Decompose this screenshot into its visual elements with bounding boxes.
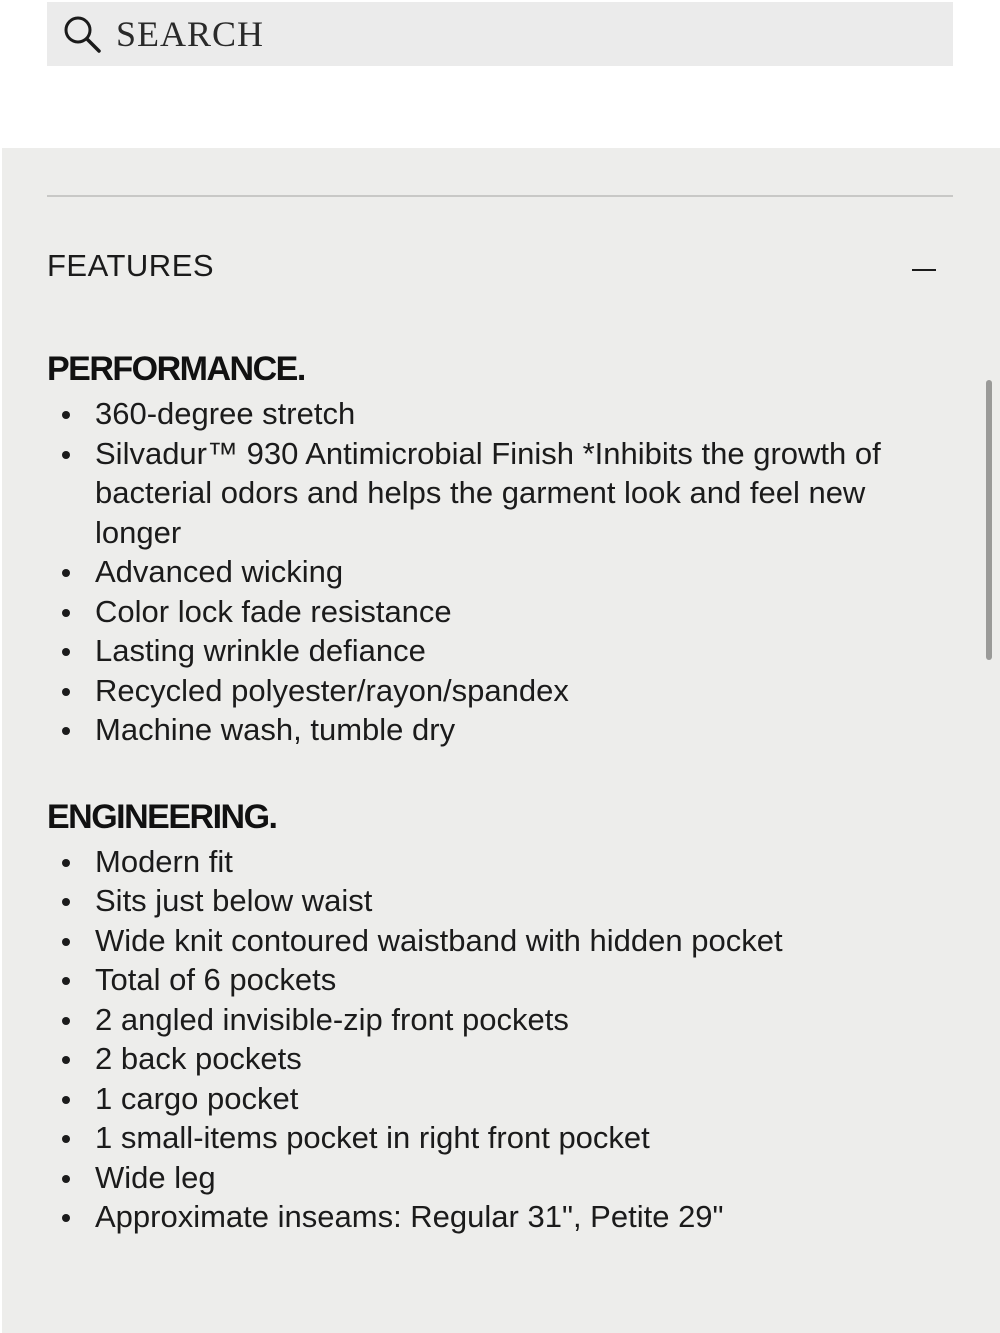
list-item: 360-degree stretch bbox=[47, 394, 947, 434]
list-item: Color lock fade resistance bbox=[47, 592, 947, 632]
list-item: Modern fit bbox=[47, 842, 947, 882]
list-item: Sits just below waist bbox=[47, 881, 947, 921]
scrollbar-thumb[interactable] bbox=[986, 380, 992, 660]
scrollbar[interactable] bbox=[986, 380, 992, 660]
list-item: 2 angled invisible-zip front pockets bbox=[47, 1000, 947, 1040]
search-icon[interactable] bbox=[61, 13, 103, 55]
section-heading-engineering: ENGINEERING. bbox=[47, 797, 277, 836]
list-item: Recycled polyester/rayon/spandex bbox=[47, 671, 947, 711]
list-item: 1 cargo pocket bbox=[47, 1079, 947, 1119]
section-heading-performance: PERFORMANCE. bbox=[47, 350, 305, 388]
list-item: 1 small-items pocket in right front pocket bbox=[47, 1118, 947, 1158]
list-item: Total of 6 pockets bbox=[47, 960, 947, 1000]
search-bar[interactable] bbox=[47, 2, 953, 66]
search-input[interactable] bbox=[116, 9, 876, 59]
collapse-minus-icon[interactable] bbox=[911, 257, 937, 283]
product-details-panel bbox=[2, 148, 1000, 1333]
list-item: Approximate inseams: Regular 31", Petite 29" bbox=[47, 1197, 947, 1237]
accordion-title: FEATURES bbox=[47, 248, 215, 283]
divider bbox=[47, 195, 953, 197]
list-item: 2 back pockets bbox=[47, 1039, 947, 1079]
performance-list bbox=[47, 394, 947, 750]
engineering-list bbox=[47, 842, 947, 1237]
list-item: Wide knit contoured waistband with hidden pocket bbox=[47, 921, 947, 961]
list-item: Wide leg bbox=[47, 1158, 947, 1198]
list-item: Advanced wicking bbox=[47, 552, 947, 592]
features-content bbox=[47, 344, 947, 1237]
list-item: Silvadur™ 930 Antimicrobial Finish *Inhibits the growth of bacterial odors and helps the garment look and feel new longer bbox=[47, 434, 947, 553]
features-accordion-toggle[interactable] bbox=[47, 238, 937, 294]
list-item: Lasting wrinkle defiance bbox=[47, 631, 947, 671]
list-item: Machine wash, tumble dry bbox=[47, 710, 947, 750]
